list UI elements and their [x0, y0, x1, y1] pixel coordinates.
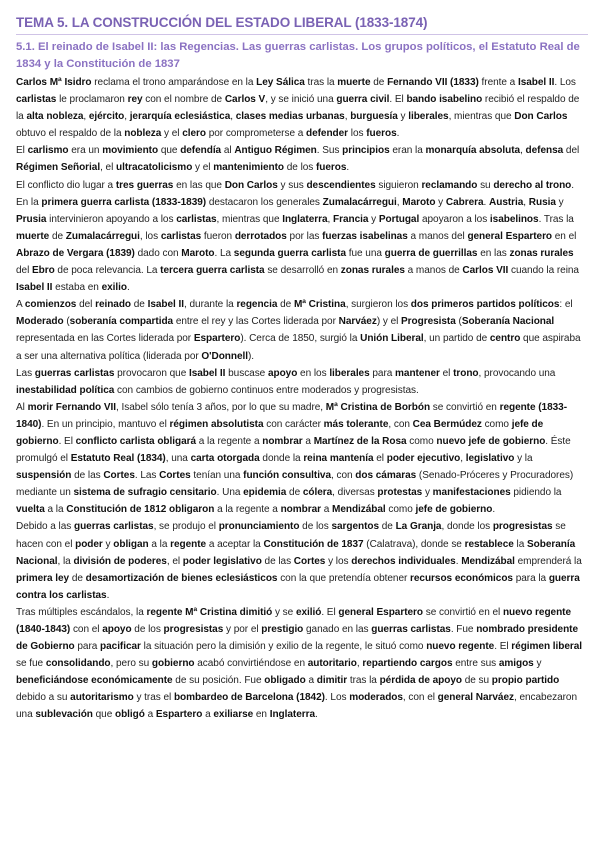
title-divider: [16, 34, 588, 35]
document-title: TEMA 5. LA CONSTRUCCIÓN DEL ESTADO LIBERAL (1833-1874): [16, 15, 428, 30]
paragraph: Tras múltiples escándalos, la regente Mª Cristina dimitió y se exilió. El general Espartero se convirtió en el nuevo regente (1840-1843) con el apoyo de los progresistas y por el prestigio ganado en las guerras carlistas. Fue nombrado presidente de Gobierno para pacificar la situación pero la dimisión y exilio de la regente, le situó como nuevo regente. El régimen liberal se fue consolidando, pero su gobierno acabó convirtiéndose en autoritario, repartiendo cargos entre sus amigos y beneficiándose económicamente de su posición. Fue obligado a dimitir tras la pérdida de apoyo de su propio partido debido a su autoritarismo y tras el bombardeo de Barcelona (1842). Los moderados, con el general Narváez, encabezaron una sublevación que obligó a Espartero a exiliarse en Inglaterra.: [16, 606, 583, 721]
paragraph: Carlos Mª Isidro reclama el trono amparándose en la Ley Sálica tras la muerte de Fernando VII (1833) frente a Isabel II. Los carlistas le proclamaron rey con el nombre de Carlos V, y se inició una guerra civil. El bando isabelino recibió el respaldo de la alta nobleza, ejército, jerarquía eclesiástica, clases medias urbanas, burguesía y liberales, mientras que Don Carlos obtuvo el respaldo de la nobleza y el clero por comprometerse a defender los fueros.: [16, 77, 580, 140]
paragraph: El carlismo era un movimiento que defendía al Antiguo Régimen. Sus principios eran la monarquía absoluta, defensa del Régimen Señorial, el ultracatolicismo y el mantenimiento de los fueros.: [16, 145, 580, 174]
body-text: [16, 74, 588, 724]
paragraph: A comienzos del reinado de Isabel II, durante la regencia de Mª Cristina, surgieron los dos primeros partidos políticos: el Moderado (soberanía compartida entre el rey y las Cortes liderada por Narváez) y el Progresista (Soberanía Nacional representada en las Cortes liderada por Espartero). Cerca de 1850, surgió la Unión Liberal, un partido de centro que aspiraba a ser una alternativa política (liderada por O'Donnell).: [16, 299, 581, 362]
paragraph: Al morir Fernando VII, Isabel sólo tenía 3 años, por lo que su madre, Mª Cristina de Borbón se convirtió en regente (1833-1840). En un principio, mantuvo el régimen absolutista con carácter más tolerante, con Cea Bermúdez como jefe de gobierno. El conflicto carlista obligará a la regente a nombrar a Martínez de la Rosa como nuevo jefe de gobierno. Éste promulgó el Estatuto Real (1834), una carta otorgada donde la reina mantenía el poder ejecutivo, legislativo y la suspensión de las Cortes. Las Cortes tenían una función consultiva, con dos cámaras (Senado-Próceres y Procuradores) mediante un sistema de sufragio censitario. Una epidemia de cólera, diversas protestas y manifestaciones pidiendo la vuelta a la Constitución de 1812 obligaron a la regente a nombrar a Mendizábal como jefe de gobierno.: [16, 401, 574, 516]
paragraph: Las guerras carlistas provocaron que Isabel II buscase apoyo en los liberales para mantener el trono, provocando una inestabilidad política con cambios de gobierno continuos entre moderados y progresistas.: [16, 367, 556, 396]
document-page: [16, 14, 588, 724]
paragraph: Debido a las guerras carlistas, se produjo el pronunciamiento de los sargentos de La Granja, donde los progresistas se hacen con el poder y obligan a la regente a aceptar la Constitución de 1837 (Calatrava), donde se restablece la Soberanía Nacional, la división de poderes, el poder legislativo de las Cortes y los derechos individuales. Mendizábal emprenderá la primera ley de desamortización de bienes eclesiásticos con la que pretendía obtener recursos económicos para la guerra contra los carlistas.: [16, 521, 582, 601]
section-title: 5.1. El reinado de Isabel II: las Regencias. Las guerras carlistas. Los grupos políticos, el Estatuto Real de 1834 y la Constitución de 1837: [16, 41, 580, 70]
paragraph: El conflicto dio lugar a tres guerras en las que Don Carlos y sus descendientes siguieron reclamando su derecho al trono. En la primera guerra carlista (1833-1839) destacaron los generales Zumalacárregui, Maroto y Cabrera. Austria, Rusia y Prusia intervinieron apoyando a los carlistas, mientras que Inglaterra, Francia y Portugal apoyaron a los isabelinos. Tras la muerte de Zumalacárregui, los carlistas fueron derrotados por las fuerzas isabelinas a manos del general Espartero en el Abrazo de Vergara (1839) dado con Maroto. La segunda guerra carlista fue una guerra de guerrillas en las zonas rurales del Ebro de poca relevancia. La tercera guerra carlista se desarrolló en zonas rurales a manos de Carlos VII cuando la reina Isabel II estaba en exilio.: [16, 179, 579, 294]
